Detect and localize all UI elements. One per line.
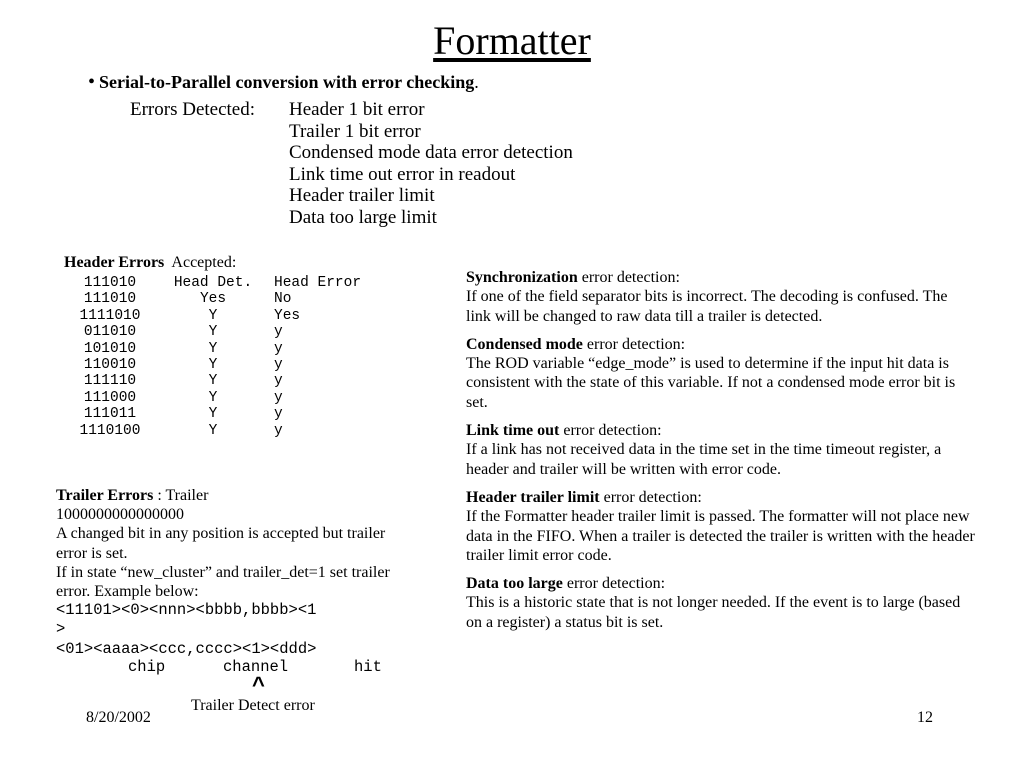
table-cell: 1110100 <box>79 422 141 439</box>
header-errors-title: Header Errors <box>64 254 165 271</box>
section-data-too-large <box>466 574 976 632</box>
caret-marker: ^ <box>252 672 265 697</box>
table-cell: Y <box>208 422 218 439</box>
bullet-suffix: . <box>474 72 479 92</box>
table-cell: 111010 <box>83 291 137 308</box>
section-synchronization <box>466 268 976 326</box>
section-heading-tail: error detection: <box>582 335 686 353</box>
errors-detected-item: Data too large limit <box>289 206 437 228</box>
header-errors-heading <box>64 253 236 273</box>
section-link-time-out <box>466 421 976 479</box>
section-body: If one of the field separator bits is incorrect. The decoding is confused. The link will be changed to raw data till a trailer is detected. <box>466 288 948 325</box>
table-cell: y <box>274 373 283 390</box>
trailer-errors-heading-line <box>56 486 396 505</box>
table-cell: Y <box>208 324 218 341</box>
bullet-text: Serial-to-Parallel conversion with error checking <box>99 72 475 92</box>
trailer-example-2: > <box>56 620 66 639</box>
errors-detected-item: Header trailer limit <box>289 185 435 207</box>
table-row <box>62 406 400 422</box>
section-body: This is a historic state that is not longer needed. If the event is to large (based on a register) a status bit is set. <box>466 594 961 631</box>
trailer-detect-label: Trailer Detect error <box>191 697 315 714</box>
table-cell: 111110 <box>83 373 137 390</box>
table-row <box>62 357 400 373</box>
section-body: If the Formatter header trailer limit is passed. The formatter will not place new data in the FIFO. When a trailer is detected the trailer is written with the header trailer limit error code. <box>466 508 975 564</box>
header-errors-accepted: Accepted: <box>171 254 237 271</box>
table-row <box>62 341 400 357</box>
section-heading-tail: error detection: <box>577 269 680 286</box>
table-cell: Y <box>208 389 218 406</box>
table-cell: Y <box>208 357 218 374</box>
section-heading: Header trailer limit <box>466 488 600 506</box>
table-row <box>62 308 400 324</box>
table-row <box>62 423 400 439</box>
table-cell: Y <box>208 307 218 324</box>
column-header: Head Det. <box>173 275 253 291</box>
trailer-line-2: If in state “new_cluster” and trailer_det=1 set trailer error. Example below: <box>56 563 390 601</box>
section-body: If a link has not received data in the time set in the time timeout register, a header and trailer will be written with error code. <box>466 441 942 478</box>
section-condensed-mode <box>466 335 976 412</box>
table-row <box>62 373 400 389</box>
table-row <box>62 390 400 406</box>
table-cell: y <box>274 357 283 374</box>
trailer-line-1: A changed bit in any position is accepted but trailer error is set. <box>56 525 386 562</box>
table-cell: y <box>274 389 283 406</box>
table-cell: Yes <box>274 307 301 324</box>
trailer-pattern: 1000000000000000 <box>56 506 184 524</box>
trailer-example-1: <11101><0><nnn><bbbb,bbbb><1 <box>56 601 317 620</box>
table-row <box>62 324 400 340</box>
table-row <box>62 291 400 307</box>
table-cell: y <box>274 406 283 423</box>
footer-date: 8/20/2002 <box>86 709 151 726</box>
trailer-errors-title: Trailer Errors <box>56 487 154 504</box>
errors-detected-item: Link time out error in readout <box>289 163 516 185</box>
legend-hit: hit <box>354 658 382 676</box>
table-cell: Y <box>208 340 218 357</box>
table-cell: y <box>274 422 283 439</box>
section-heading-tail: error detection: <box>559 422 662 440</box>
bullet-line <box>88 70 479 94</box>
table-cell: 101010 <box>83 340 137 357</box>
section-header-trailer-limit <box>466 488 976 565</box>
section-heading-tail: error detection: <box>599 488 702 506</box>
table-cell: No <box>274 291 292 308</box>
errors-detected-list <box>289 99 573 229</box>
table-cell: y <box>274 340 283 357</box>
section-heading-tail: error detection: <box>562 575 666 593</box>
table-cell: Y <box>208 373 218 390</box>
trailer-example-3: <01><aaaa><ccc,cccc><1><ddd> <box>56 639 317 658</box>
table-cell: Y <box>208 406 218 423</box>
page-number: 12 <box>917 709 933 726</box>
errors-detected-label: Errors Detected: <box>130 99 256 120</box>
table-cell: 110010 <box>83 357 137 374</box>
section-body: The ROD variable “edge_mode” is used to determine if the input hit data is consistent with the state of this variable. If not a condensed mode error bit is set. <box>466 355 956 411</box>
slide-title: Formatter <box>433 18 591 63</box>
errors-detected-item: Trailer 1 bit error <box>289 120 421 142</box>
section-heading: Condensed mode <box>466 335 583 353</box>
error-detection-column <box>466 268 976 641</box>
legend-channel: channel <box>223 658 289 676</box>
section-heading: Link time out <box>466 422 560 440</box>
errors-detected-item: Condensed mode data error detection <box>289 142 573 164</box>
legend-chip: chip <box>128 658 166 676</box>
table-header-row <box>62 275 400 291</box>
table-cell: y <box>274 324 283 341</box>
trailer-errors-sep: : Trailer <box>153 487 209 504</box>
table-cell: 111011 <box>83 406 137 423</box>
table-cell: 111000 <box>83 389 137 406</box>
table-cell: 1111010 <box>79 307 141 324</box>
errors-detected-item: Header 1 bit error <box>289 99 425 120</box>
table-cell: Yes <box>199 291 227 308</box>
column-header: Head Error <box>274 275 362 291</box>
section-heading: Data too large <box>466 575 563 593</box>
header-errors-table <box>62 275 400 439</box>
trailer-errors-block <box>56 486 396 659</box>
column-header: 111010 <box>83 275 137 291</box>
section-heading: Synchronization <box>466 269 578 286</box>
table-cell: 011010 <box>83 324 137 341</box>
bullet-icon: • <box>88 71 96 93</box>
